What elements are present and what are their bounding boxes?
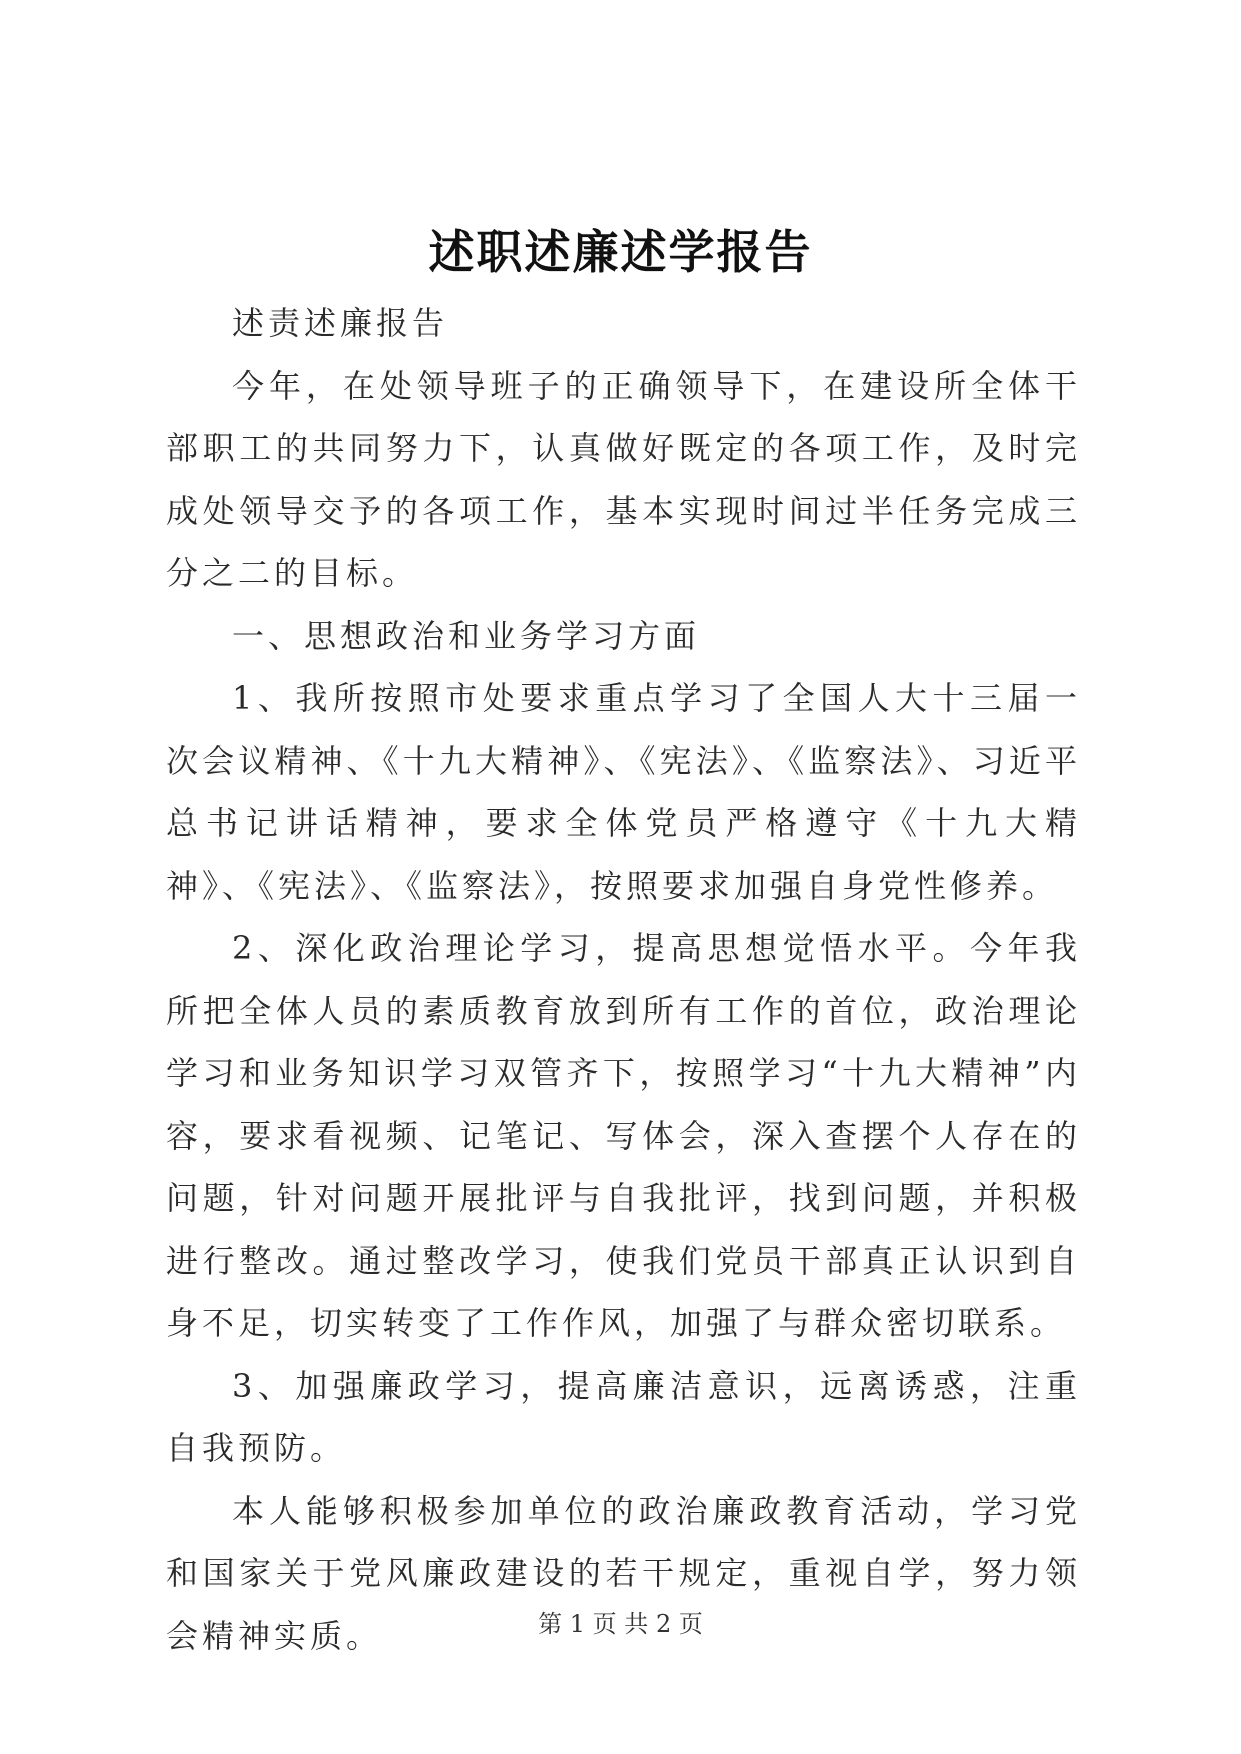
- paragraph-item-1: 1、我所按照市处要求重点学习了全国人大十三届一次会议精神、《十九大精神》、《宪法》、《监察法》、习近平总书记讲话精神，要求全体党员严格遵守《十九大精神》、《宪法》、《监察法》，按照要求加强自身党性修养。: [166, 679, 1081, 905]
- paragraph-personal: 本人能够积极参加单位的政治廉政教育活动，学习党和国家关于党风廉政建设的若干规定，重视自学，努力领会精神实质。: [166, 1491, 1081, 1655]
- paragraph-intro: 今年，在处领导班子的正确领导下，在建设所全体干部职工的共同努力下，认真做好既定的各项工作，及时完成处领导交予的各项工作，基本实现时间过半任务完成三分之二的目标。: [166, 366, 1081, 592]
- paragraph-item-2: 2、深化政治理论学习，提高思想觉悟水平。今年我所把全体人员的素质教育放到所有工作的首位，政治理论学习和业务知识学习双管齐下，按照学习“十九大精神”内容，要求看视频、记笔记、写体会，深入查摆个人存在的问题，针对问题开展批评与自我批评，找到问题，并积极进行整改。通过整改学习，使我们党员干部真正认识到自身不足，切实转变了工作作风，加强了与群众密切联系。: [166, 929, 1081, 1342]
- section-heading: 一、思想政治和业务学习方面: [232, 616, 701, 655]
- paragraph-item-3: 3、加强廉政学习，提高廉洁意识，远离诱惑，注重自我预防。: [166, 1366, 1081, 1467]
- document-body: [166, 292, 1081, 1667]
- paragraph-subtitle: 述责述廉报告: [232, 304, 449, 342]
- page-number-footer: 第 1 页 共 2 页: [538, 1610, 703, 1638]
- document-title: 述职述廉述学报告: [428, 225, 813, 279]
